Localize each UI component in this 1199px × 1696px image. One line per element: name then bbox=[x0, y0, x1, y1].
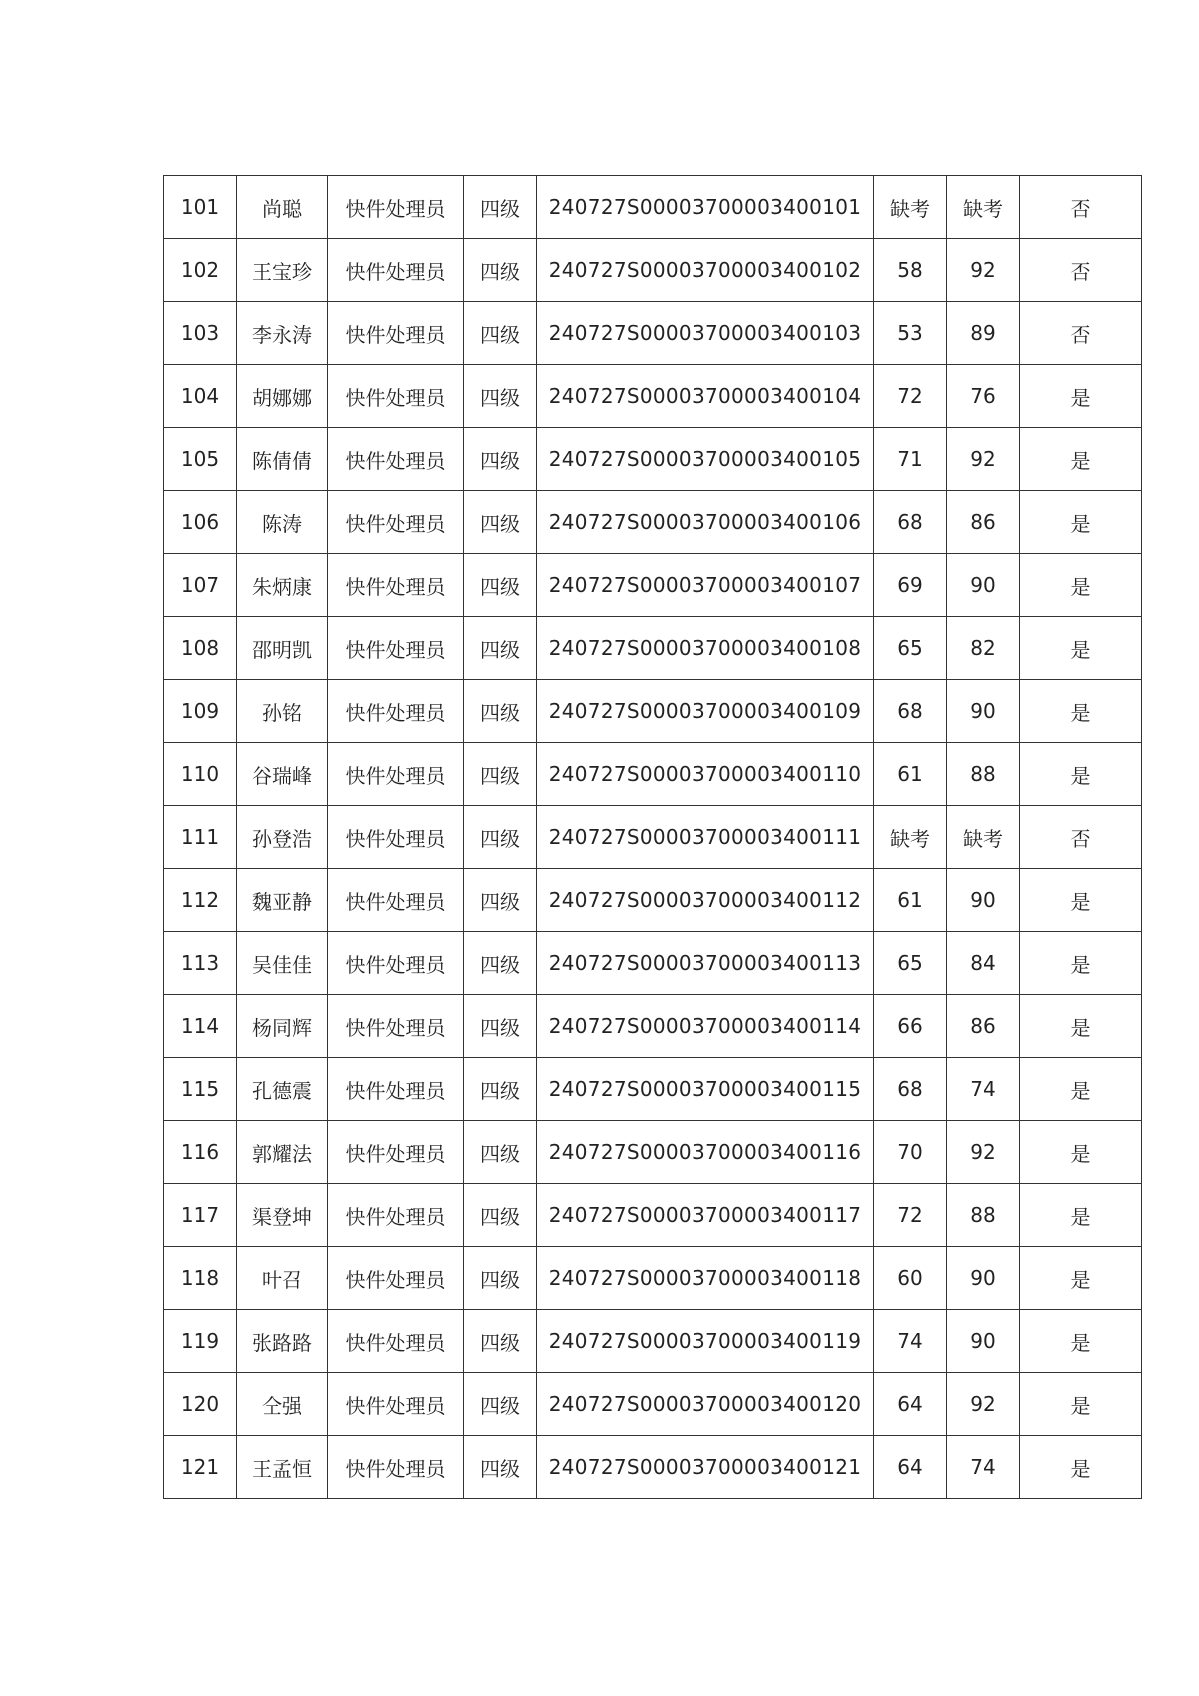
table-row bbox=[164, 491, 1142, 554]
row-number: 108 bbox=[164, 617, 237, 680]
table-row bbox=[164, 1184, 1142, 1247]
pass-status-cell: 是 bbox=[1020, 1373, 1142, 1436]
occupation-cell: 快件处理员 bbox=[328, 365, 464, 428]
row-number: 103 bbox=[164, 302, 237, 365]
theory-score-cell: 68 bbox=[874, 680, 947, 743]
theory-score-cell: 70 bbox=[874, 1121, 947, 1184]
name-cell: 胡娜娜 bbox=[237, 365, 328, 428]
occupation-cell: 快件处理员 bbox=[328, 995, 464, 1058]
theory-score-cell: 66 bbox=[874, 995, 947, 1058]
table-row bbox=[164, 176, 1142, 239]
pass-status-cell: 是 bbox=[1020, 1436, 1142, 1499]
table-row bbox=[164, 428, 1142, 491]
certificate-id-cell: 240727S00003700003400104 bbox=[537, 365, 874, 428]
level-cell: 四级 bbox=[464, 680, 537, 743]
certificate-id-cell: 240727S00003700003400119 bbox=[537, 1310, 874, 1373]
pass-status-cell: 是 bbox=[1020, 995, 1142, 1058]
level-cell: 四级 bbox=[464, 743, 537, 806]
name-cell: 朱炳康 bbox=[237, 554, 328, 617]
name-cell: 仝强 bbox=[237, 1373, 328, 1436]
occupation-cell: 快件处理员 bbox=[328, 869, 464, 932]
pass-status-cell: 否 bbox=[1020, 302, 1142, 365]
level-cell: 四级 bbox=[464, 428, 537, 491]
skill-score-cell: 74 bbox=[947, 1436, 1020, 1499]
occupation-cell: 快件处理员 bbox=[328, 1436, 464, 1499]
level-cell: 四级 bbox=[464, 1058, 537, 1121]
name-cell: 孔德震 bbox=[237, 1058, 328, 1121]
occupation-cell: 快件处理员 bbox=[328, 680, 464, 743]
certificate-id-cell: 240727S00003700003400121 bbox=[537, 1436, 874, 1499]
theory-score-cell: 53 bbox=[874, 302, 947, 365]
level-cell: 四级 bbox=[464, 806, 537, 869]
skill-score-cell: 86 bbox=[947, 491, 1020, 554]
theory-score-cell: 68 bbox=[874, 1058, 947, 1121]
theory-score-cell: 72 bbox=[874, 365, 947, 428]
certificate-id-cell: 240727S00003700003400110 bbox=[537, 743, 874, 806]
certificate-id-cell: 240727S00003700003400108 bbox=[537, 617, 874, 680]
occupation-cell: 快件处理员 bbox=[328, 1121, 464, 1184]
level-cell: 四级 bbox=[464, 491, 537, 554]
theory-score-cell: 74 bbox=[874, 1310, 947, 1373]
row-number: 111 bbox=[164, 806, 237, 869]
table-row bbox=[164, 869, 1142, 932]
level-cell: 四级 bbox=[464, 932, 537, 995]
theory-score-cell: 68 bbox=[874, 491, 947, 554]
name-cell: 尚聪 bbox=[237, 176, 328, 239]
pass-status-cell: 否 bbox=[1020, 176, 1142, 239]
theory-score-cell: 72 bbox=[874, 1184, 947, 1247]
name-cell: 谷瑞峰 bbox=[237, 743, 328, 806]
occupation-cell: 快件处理员 bbox=[328, 239, 464, 302]
certificate-id-cell: 240727S00003700003400106 bbox=[537, 491, 874, 554]
name-cell: 郭耀法 bbox=[237, 1121, 328, 1184]
skill-score-cell: 90 bbox=[947, 1247, 1020, 1310]
row-number: 120 bbox=[164, 1373, 237, 1436]
theory-score-cell: 65 bbox=[874, 932, 947, 995]
occupation-cell: 快件处理员 bbox=[328, 428, 464, 491]
name-cell: 孙登浩 bbox=[237, 806, 328, 869]
skill-score-cell: 92 bbox=[947, 239, 1020, 302]
row-number: 114 bbox=[164, 995, 237, 1058]
level-cell: 四级 bbox=[464, 554, 537, 617]
certificate-id-cell: 240727S00003700003400117 bbox=[537, 1184, 874, 1247]
table-row bbox=[164, 995, 1142, 1058]
name-cell: 孙铭 bbox=[237, 680, 328, 743]
certificate-id-cell: 240727S00003700003400114 bbox=[537, 995, 874, 1058]
row-number: 106 bbox=[164, 491, 237, 554]
level-cell: 四级 bbox=[464, 302, 537, 365]
level-cell: 四级 bbox=[464, 365, 537, 428]
occupation-cell: 快件处理员 bbox=[328, 1058, 464, 1121]
skill-score-cell: 82 bbox=[947, 617, 1020, 680]
table-row bbox=[164, 1373, 1142, 1436]
occupation-cell: 快件处理员 bbox=[328, 806, 464, 869]
theory-score-cell: 缺考 bbox=[874, 176, 947, 239]
pass-status-cell: 是 bbox=[1020, 1184, 1142, 1247]
skill-score-cell: 86 bbox=[947, 995, 1020, 1058]
theory-score-cell: 64 bbox=[874, 1373, 947, 1436]
pass-status-cell: 是 bbox=[1020, 869, 1142, 932]
skill-score-cell: 88 bbox=[947, 743, 1020, 806]
skill-score-cell: 76 bbox=[947, 365, 1020, 428]
table-row bbox=[164, 302, 1142, 365]
table-row bbox=[164, 1310, 1142, 1373]
row-number: 119 bbox=[164, 1310, 237, 1373]
theory-score-cell: 61 bbox=[874, 869, 947, 932]
theory-score-cell: 71 bbox=[874, 428, 947, 491]
skill-score-cell: 89 bbox=[947, 302, 1020, 365]
row-number: 110 bbox=[164, 743, 237, 806]
occupation-cell: 快件处理员 bbox=[328, 1247, 464, 1310]
results-table bbox=[163, 175, 1142, 1499]
certificate-id-cell: 240727S00003700003400105 bbox=[537, 428, 874, 491]
level-cell: 四级 bbox=[464, 1373, 537, 1436]
name-cell: 陈涛 bbox=[237, 491, 328, 554]
level-cell: 四级 bbox=[464, 176, 537, 239]
table-row bbox=[164, 743, 1142, 806]
skill-score-cell: 74 bbox=[947, 1058, 1020, 1121]
pass-status-cell: 是 bbox=[1020, 743, 1142, 806]
pass-status-cell: 是 bbox=[1020, 932, 1142, 995]
theory-score-cell: 65 bbox=[874, 617, 947, 680]
name-cell: 杨同辉 bbox=[237, 995, 328, 1058]
row-number: 109 bbox=[164, 680, 237, 743]
row-number: 115 bbox=[164, 1058, 237, 1121]
certificate-id-cell: 240727S00003700003400115 bbox=[537, 1058, 874, 1121]
row-number: 112 bbox=[164, 869, 237, 932]
table-row bbox=[164, 617, 1142, 680]
skill-score-cell: 92 bbox=[947, 1121, 1020, 1184]
name-cell: 王孟恒 bbox=[237, 1436, 328, 1499]
table-row bbox=[164, 1058, 1142, 1121]
row-number: 121 bbox=[164, 1436, 237, 1499]
occupation-cell: 快件处理员 bbox=[328, 491, 464, 554]
row-number: 105 bbox=[164, 428, 237, 491]
pass-status-cell: 是 bbox=[1020, 680, 1142, 743]
level-cell: 四级 bbox=[464, 617, 537, 680]
row-number: 104 bbox=[164, 365, 237, 428]
occupation-cell: 快件处理员 bbox=[328, 302, 464, 365]
skill-score-cell: 缺考 bbox=[947, 806, 1020, 869]
level-cell: 四级 bbox=[464, 1436, 537, 1499]
name-cell: 李永涛 bbox=[237, 302, 328, 365]
pass-status-cell: 是 bbox=[1020, 617, 1142, 680]
pass-status-cell: 是 bbox=[1020, 1247, 1142, 1310]
table-row bbox=[164, 932, 1142, 995]
pass-status-cell: 否 bbox=[1020, 806, 1142, 869]
pass-status-cell: 否 bbox=[1020, 239, 1142, 302]
table-row bbox=[164, 1121, 1142, 1184]
name-cell: 王宝珍 bbox=[237, 239, 328, 302]
pass-status-cell: 是 bbox=[1020, 554, 1142, 617]
certificate-id-cell: 240727S00003700003400111 bbox=[537, 806, 874, 869]
theory-score-cell: 缺考 bbox=[874, 806, 947, 869]
level-cell: 四级 bbox=[464, 1121, 537, 1184]
row-number: 118 bbox=[164, 1247, 237, 1310]
row-number: 117 bbox=[164, 1184, 237, 1247]
name-cell: 张路路 bbox=[237, 1310, 328, 1373]
pass-status-cell: 是 bbox=[1020, 428, 1142, 491]
name-cell: 渠登坤 bbox=[237, 1184, 328, 1247]
table-row bbox=[164, 1247, 1142, 1310]
level-cell: 四级 bbox=[464, 1310, 537, 1373]
pass-status-cell: 是 bbox=[1020, 1058, 1142, 1121]
occupation-cell: 快件处理员 bbox=[328, 176, 464, 239]
skill-score-cell: 88 bbox=[947, 1184, 1020, 1247]
certificate-id-cell: 240727S00003700003400120 bbox=[537, 1373, 874, 1436]
skill-score-cell: 90 bbox=[947, 869, 1020, 932]
level-cell: 四级 bbox=[464, 995, 537, 1058]
skill-score-cell: 90 bbox=[947, 680, 1020, 743]
skill-score-cell: 92 bbox=[947, 428, 1020, 491]
certificate-id-cell: 240727S00003700003400116 bbox=[537, 1121, 874, 1184]
certificate-id-cell: 240727S00003700003400109 bbox=[537, 680, 874, 743]
occupation-cell: 快件处理员 bbox=[328, 554, 464, 617]
occupation-cell: 快件处理员 bbox=[328, 1373, 464, 1436]
skill-score-cell: 缺考 bbox=[947, 176, 1020, 239]
level-cell: 四级 bbox=[464, 869, 537, 932]
certificate-id-cell: 240727S00003700003400107 bbox=[537, 554, 874, 617]
row-number: 113 bbox=[164, 932, 237, 995]
skill-score-cell: 90 bbox=[947, 1310, 1020, 1373]
occupation-cell: 快件处理员 bbox=[328, 743, 464, 806]
results-table-body bbox=[164, 176, 1142, 1499]
row-number: 107 bbox=[164, 554, 237, 617]
name-cell: 吴佳佳 bbox=[237, 932, 328, 995]
skill-score-cell: 90 bbox=[947, 554, 1020, 617]
certificate-id-cell: 240727S00003700003400101 bbox=[537, 176, 874, 239]
theory-score-cell: 60 bbox=[874, 1247, 947, 1310]
certificate-id-cell: 240727S00003700003400103 bbox=[537, 302, 874, 365]
certificate-id-cell: 240727S00003700003400102 bbox=[537, 239, 874, 302]
certificate-id-cell: 240727S00003700003400112 bbox=[537, 869, 874, 932]
pass-status-cell: 是 bbox=[1020, 1310, 1142, 1373]
pass-status-cell: 是 bbox=[1020, 1121, 1142, 1184]
theory-score-cell: 64 bbox=[874, 1436, 947, 1499]
pass-status-cell: 是 bbox=[1020, 365, 1142, 428]
table-row bbox=[164, 680, 1142, 743]
table-row bbox=[164, 806, 1142, 869]
theory-score-cell: 58 bbox=[874, 239, 947, 302]
name-cell: 叶召 bbox=[237, 1247, 328, 1310]
certificate-id-cell: 240727S00003700003400118 bbox=[537, 1247, 874, 1310]
level-cell: 四级 bbox=[464, 1184, 537, 1247]
row-number: 101 bbox=[164, 176, 237, 239]
theory-score-cell: 69 bbox=[874, 554, 947, 617]
occupation-cell: 快件处理员 bbox=[328, 932, 464, 995]
occupation-cell: 快件处理员 bbox=[328, 1184, 464, 1247]
level-cell: 四级 bbox=[464, 1247, 537, 1310]
occupation-cell: 快件处理员 bbox=[328, 617, 464, 680]
name-cell: 魏亚静 bbox=[237, 869, 328, 932]
pass-status-cell: 是 bbox=[1020, 491, 1142, 554]
occupation-cell: 快件处理员 bbox=[328, 1310, 464, 1373]
row-number: 116 bbox=[164, 1121, 237, 1184]
certificate-id-cell: 240727S00003700003400113 bbox=[537, 932, 874, 995]
name-cell: 陈倩倩 bbox=[237, 428, 328, 491]
name-cell: 邵明凯 bbox=[237, 617, 328, 680]
table-row bbox=[164, 365, 1142, 428]
skill-score-cell: 92 bbox=[947, 1373, 1020, 1436]
theory-score-cell: 61 bbox=[874, 743, 947, 806]
skill-score-cell: 84 bbox=[947, 932, 1020, 995]
row-number: 102 bbox=[164, 239, 237, 302]
table-row bbox=[164, 554, 1142, 617]
table-row bbox=[164, 239, 1142, 302]
level-cell: 四级 bbox=[464, 239, 537, 302]
table-row bbox=[164, 1436, 1142, 1499]
